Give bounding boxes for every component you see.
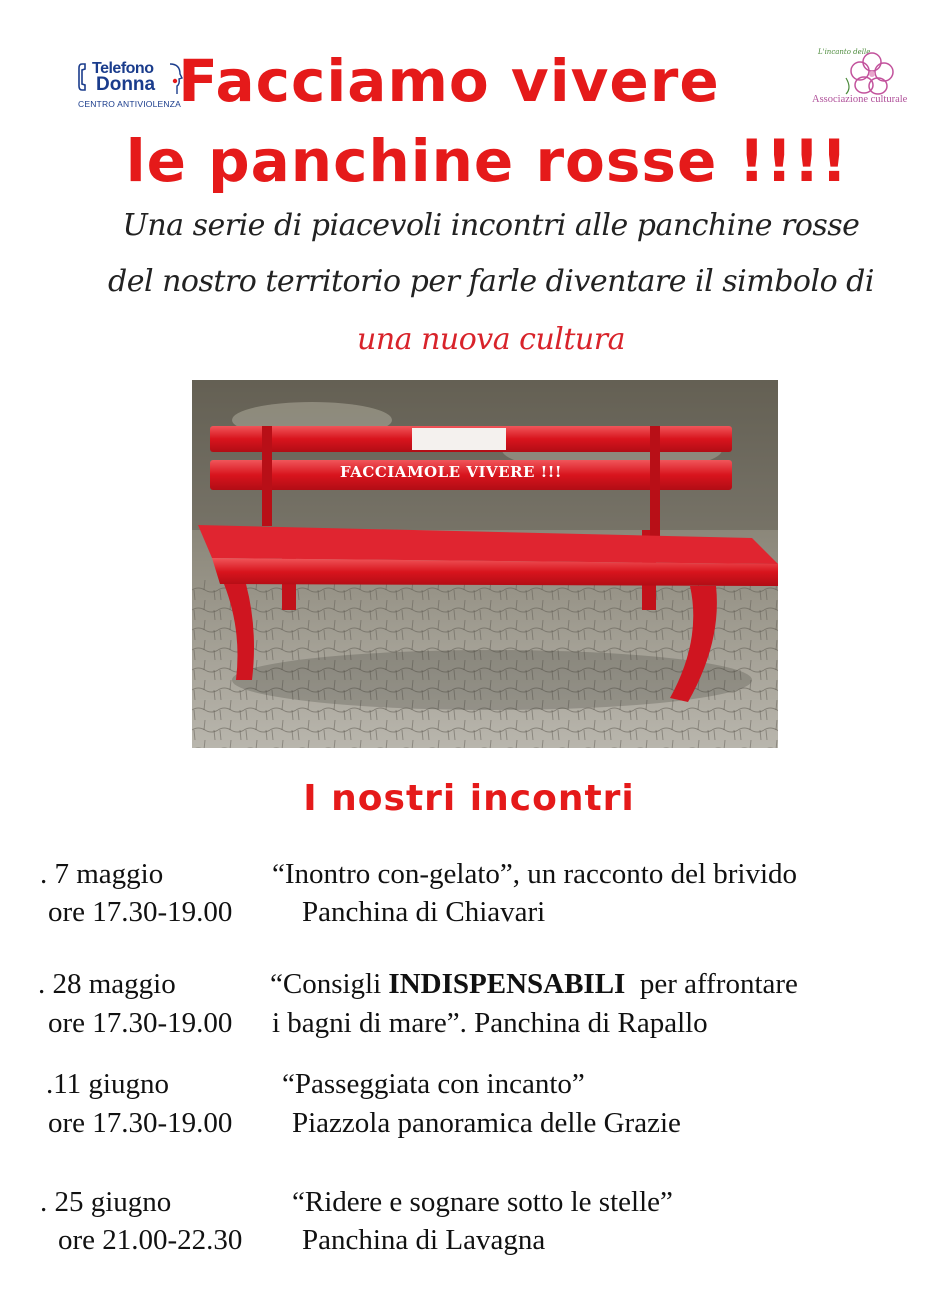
event-place: Panchina di Lavagna: [302, 1224, 546, 1256]
event-place: Panchina di Chiavari: [302, 896, 546, 928]
event-description: “Consigli INDISPENSABILI per affrontare: [270, 968, 798, 1000]
event-time: ore 17.30-19.00: [48, 1007, 233, 1039]
subtitle-line-1: Una serie di piacevoli incontri alle panchine rosse: [122, 208, 860, 243]
event-date: . 25 giugno: [40, 1186, 172, 1218]
event-time: ore 21.00-22.30: [58, 1224, 243, 1256]
event-date: . 7 maggio: [40, 858, 164, 890]
event-description: “Ridere e sognare sotto le stelle”: [292, 1186, 673, 1218]
title-line-2: le panchine rosse !!!!: [125, 127, 849, 195]
section-title: I nostri incontri: [303, 778, 635, 819]
subtitle-line-2: del nostro territorio per farle diventare il simbolo di: [108, 264, 874, 299]
event-time: ore 17.30-19.00: [48, 896, 233, 928]
logo-donna-text: Donna: [96, 74, 156, 95]
event-date: . 28 maggio: [38, 968, 176, 1000]
event-place: i bagni di mare”. Panchina di Rapallo: [272, 1007, 708, 1039]
logo-script-text: L'incanto delle: [818, 48, 871, 56]
logo-telefono-text: Telefono: [92, 60, 154, 77]
event-date: .11 giugno: [46, 1068, 169, 1100]
event-time: ore 17.30-19.00: [48, 1107, 233, 1139]
title-line-1: Facciamo vivere: [178, 47, 720, 115]
logo-centro-text: CENTRO ANTIVIOLENZA: [78, 99, 181, 109]
event-description: “Inontro con-gelato”, un racconto del brivido: [272, 858, 798, 890]
logo-associazione-text: Associazione culturale: [812, 94, 908, 105]
subtitle-line-3: una nuova cultura: [357, 322, 625, 357]
event-description: “Passeggiata con incanto”: [282, 1068, 585, 1100]
red-bench-photo: [192, 380, 778, 748]
bench-caption: FACCIAMOLE VIVERE !!!: [340, 463, 562, 481]
event-place: Piazzola panoramica delle Grazie: [292, 1107, 681, 1139]
